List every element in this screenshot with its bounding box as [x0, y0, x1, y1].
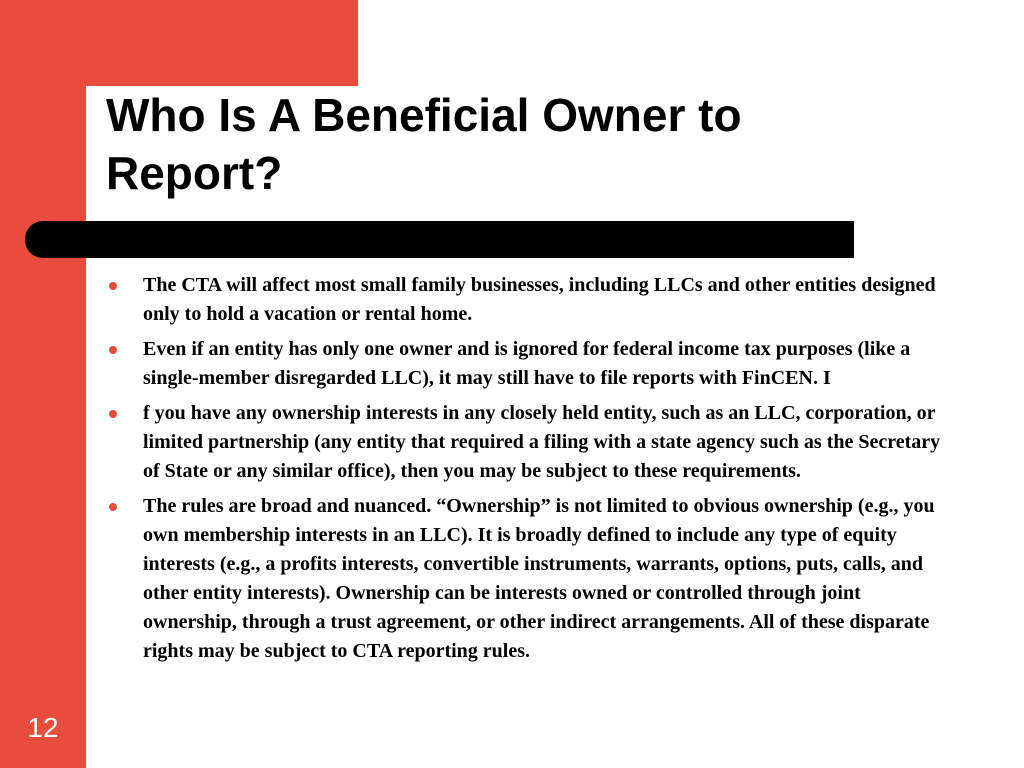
- bullet-item-2: [100, 335, 950, 393]
- slide-title: Who Is A Beneficial Owner to Report?: [106, 89, 742, 199]
- bullet-text-1: The CTA will affect most small family businesses, including LLCs and other entities designed only to hold a vacation or rental home.: [143, 274, 936, 325]
- bullet-dot-icon: [109, 410, 117, 418]
- bullet-item-3: [100, 399, 950, 486]
- slide-number: 12: [27, 712, 59, 743]
- bullet-text-4: The rules are broad and nuanced. “Ownership” is not limited to obvious ownership (e.g., you own membership interests in an LLC). It is broadly defined to include any type of equity interests (e.g., a profits interests, convertible instruments, warrants, options, puts, calls, and other entity interests). Ownership can be interests owned or controlled through joint ownership, through a trust agreement, or other indirect arrangements. All of these disparate rights may be subject to CTA reporting rules.: [143, 495, 935, 662]
- bullet-text-2: Even if an entity has only one owner and is ignored for federal income tax purposes (like a single-member disregarded LLC), it may still have to file reports with FinCEN. I: [143, 338, 911, 389]
- bullet-text-3: f you have any ownership interests in any closely held entity, such as an LLC, corporation, or limited partnership (any entity that required a filing with a state agency such as the Secretary of State or any similar office), then you may be subject to these requirements.: [143, 402, 941, 482]
- bullet-item-1: [100, 271, 950, 329]
- accent-band-left: [0, 0, 86, 768]
- bullet-item-4: [100, 492, 950, 666]
- bullet-dot-icon: [109, 346, 117, 354]
- accent-band-top: [0, 0, 358, 86]
- bullet-list: [100, 271, 950, 672]
- bullet-dot-icon: [109, 282, 117, 290]
- bullet-dot-icon: [109, 503, 117, 511]
- title-divider-bar: [25, 221, 854, 258]
